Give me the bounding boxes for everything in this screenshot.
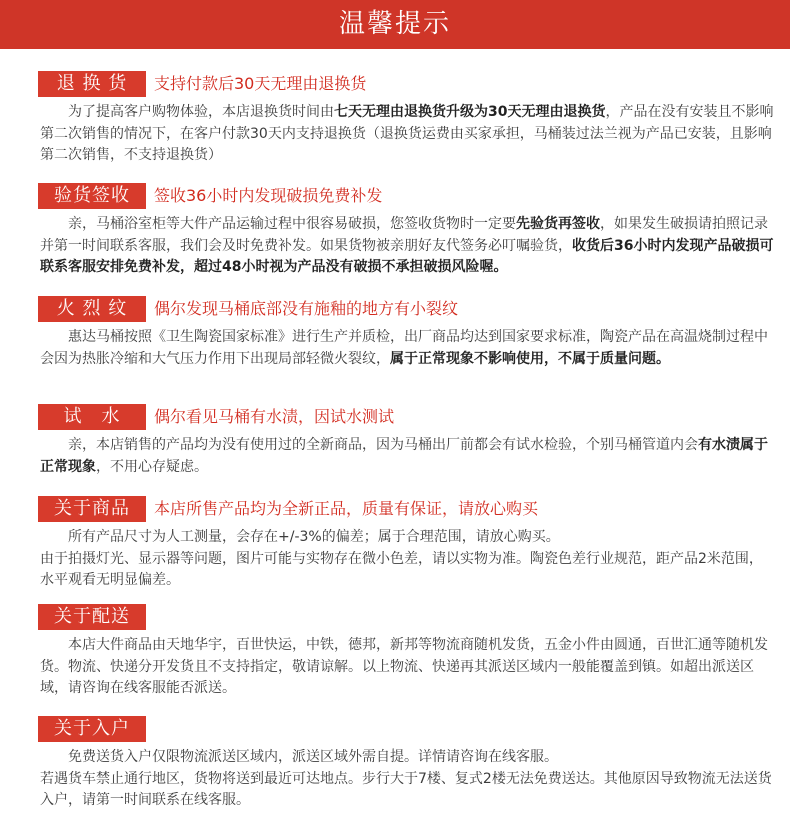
paragraph: 本店大件商品由天地华宇，百世快运，中铁，德邦，新邦等物流商随机发货，五金小件由圆通，百世汇通等随机发货。物流、快递分开发货且不支持指定，敬请谅解。以上物流、快递再其派送区域内一般能覆盖到镇。如超出派送区域，请咨询在线客服能否派送。 (40, 637, 768, 696)
section-about-delivery (0, 604, 790, 696)
section-return-exchange (0, 71, 790, 163)
section-about-home-delivery (0, 716, 790, 808)
section-body (40, 214, 776, 279)
paragraph: 为了提高客户购物体验，本店退换货时间由七天无理由退换货升级为30天无理由退换货，产品在没有安装且不影响第二次销售的情况下，在客户付款30天内支持退换货（退换货运费由买家承担，马桶装过法兰视为产品已安装，且影响第二次销售，不支持退换货） (40, 104, 774, 163)
section-body (40, 327, 776, 370)
banner-title: 温馨提示 (338, 9, 451, 39)
section-subtitle: 支持付款后30天无理由退换货 (154, 74, 367, 93)
section-body (40, 635, 776, 700)
section-tag: 验货签收 (38, 183, 146, 209)
section-tag: 关于商品 (38, 496, 146, 522)
section-tag: 关于配送 (38, 604, 146, 630)
paragraph: 所有产品尺寸为人工测量，会存在+/-3%的偏差；属于合理范围，请放心购买。 (68, 529, 560, 545)
section-subtitle: 签收36小时内发现破损免费补发 (154, 186, 383, 205)
section-fire-crack (0, 296, 790, 367)
paragraph: 若遇货车禁止通行地区，货物将送到最近可达地点。步行大于7楼、复式2楼无法免费送达。其他原因导致物流无法送货入户，请第一时间联系在线客服。 (40, 770, 772, 808)
section-tag: 火 烈 纹 (38, 296, 146, 322)
section-subtitle: 本店所售产品均为全新正品，质量有保证，请放心购买 (154, 499, 539, 518)
section-inspection-signoff (0, 183, 790, 275)
section-tag: 关于入户 (38, 716, 146, 742)
section-subtitle: 偶尔看见马桶有水渍，因试水测试 (154, 407, 395, 426)
section-water-test (0, 404, 790, 475)
page-banner (0, 0, 790, 49)
paragraph: 亲，马桶浴室柜等大件产品运输过程中很容易破损，您签收货物时一定要先验货再签收，如果发生破损请拍照记录并第一时间联系客服，我们会及时免费补发。如果货物被亲朋好友代签务必叮嘱验货，收货后36小时内发现产品破损可联系客服安排免费补发，超过48小时视为产品没有破损不承担破损风险喔。 (40, 216, 774, 275)
section-body (40, 527, 776, 592)
section-subtitle: 偶尔发现马桶底部没有施釉的地方有小裂纹 (154, 299, 459, 318)
section-body (40, 747, 776, 812)
paragraph: 免费送货入户仅限物流派送区域内，派送区域外需自提。详情请咨询在线客服。 (68, 749, 558, 765)
paragraph: 由于拍摄灯光、显示器等问题，图片可能与实物存在微小色差，请以实物为准。陶瓷色差行业规范，距产品2米范围，水平观看无明显偏差。 (40, 550, 763, 588)
section-body (40, 102, 776, 167)
paragraph: 惠达马桶按照《卫生陶瓷国家标准》进行生产并质检，出厂商品均达到国家要求标准，陶瓷产品在高温烧制过程中会因为热胀冷缩和大气压力作用下出现局部轻微火裂纹，属于正常现象不影响使用，不属于质量问题。 (40, 329, 768, 367)
section-body (40, 435, 776, 478)
section-tag: 退 换 货 (38, 71, 146, 97)
paragraph: 亲，本店销售的产品均为没有使用过的全新商品，因为马桶出厂前都会有试水检验，个别马桶管道内会有水渍属于正常现象，不用心存疑虑。 (40, 437, 768, 475)
section-tag: 试 水 (38, 404, 146, 430)
section-about-products (0, 496, 790, 588)
